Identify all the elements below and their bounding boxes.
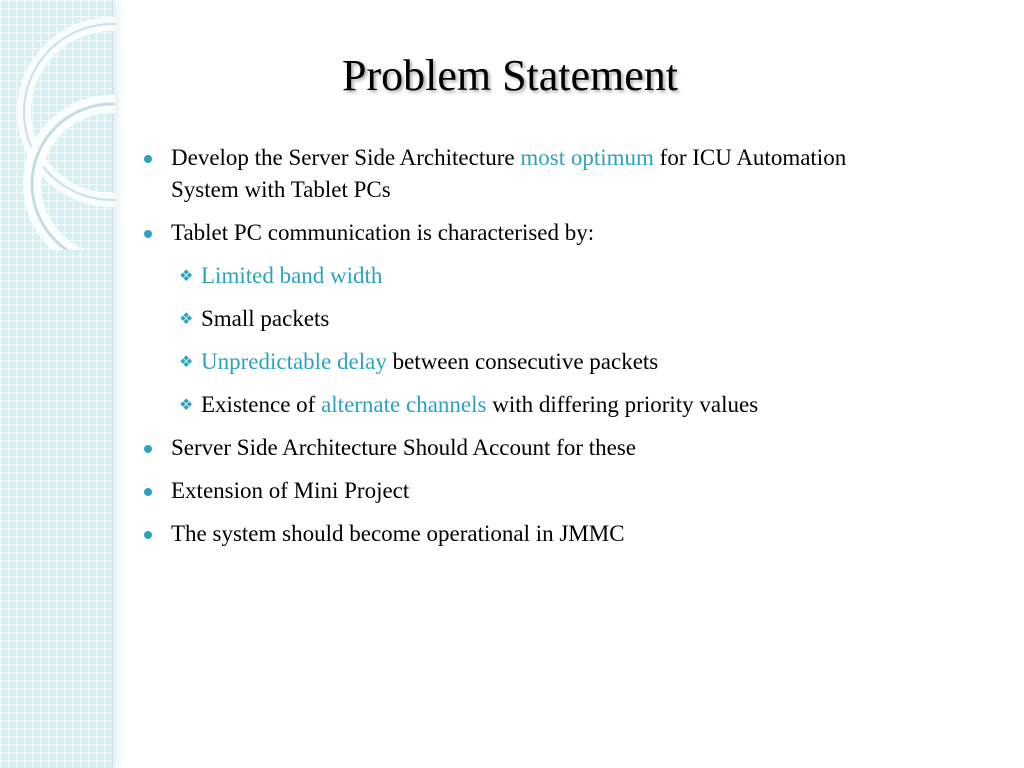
highlight-text: Unpredictable delay — [201, 349, 387, 374]
highlight-text: alternate channels — [321, 392, 487, 417]
bullet-text: between consecutive packets — [386, 349, 659, 374]
bullet-item-architecture — [140, 142, 900, 206]
bullet-text: with differing priority values — [486, 392, 759, 417]
bullet-text: for ICU Automation System with Tablet PCs — [171, 145, 847, 202]
sub-bullet-item-channels — [140, 389, 900, 421]
sub-bullet-item-bandwidth — [140, 260, 900, 292]
bullet-text: Tablet PC communication is characterised by: — [171, 220, 595, 245]
diamond-bullet-icon: ❖ — [179, 395, 194, 414]
dot-bullet-icon — [144, 230, 152, 238]
bullet-text: The system should become operational in JMMC — [171, 521, 625, 546]
dot-bullet-icon — [144, 445, 152, 453]
dot-bullet-icon — [144, 155, 152, 163]
diamond-bullet-icon: ❖ — [179, 309, 194, 328]
bullet-text: Develop the Server Side Architecture — [171, 145, 521, 170]
bullet-text: Small packets — [201, 306, 330, 331]
highlight-text: most optimum — [520, 145, 654, 170]
diamond-bullet-icon: ❖ — [179, 352, 194, 371]
bullet-text: Server Side Architecture Should Account for these — [171, 435, 636, 460]
bullet-list — [140, 142, 900, 561]
bullet-text: Extension of Mini Project — [171, 478, 410, 503]
bullet-item-tablet-communication — [140, 217, 900, 249]
diamond-bullet-icon: ❖ — [179, 266, 194, 285]
bullet-text: Existence of — [201, 392, 322, 417]
dot-bullet-icon — [144, 488, 152, 496]
bullet-item-operational — [140, 518, 900, 550]
bullet-item-extension — [140, 475, 900, 507]
highlight-text: Limited band width — [201, 263, 383, 288]
sub-bullet-item-packets — [140, 303, 900, 335]
decorative-rings — [0, 0, 115, 250]
slide-title: Problem Statement — [341, 51, 679, 100]
sub-bullet-item-delay — [140, 346, 900, 378]
bullet-item-account — [140, 432, 900, 464]
dot-bullet-icon — [144, 531, 152, 539]
